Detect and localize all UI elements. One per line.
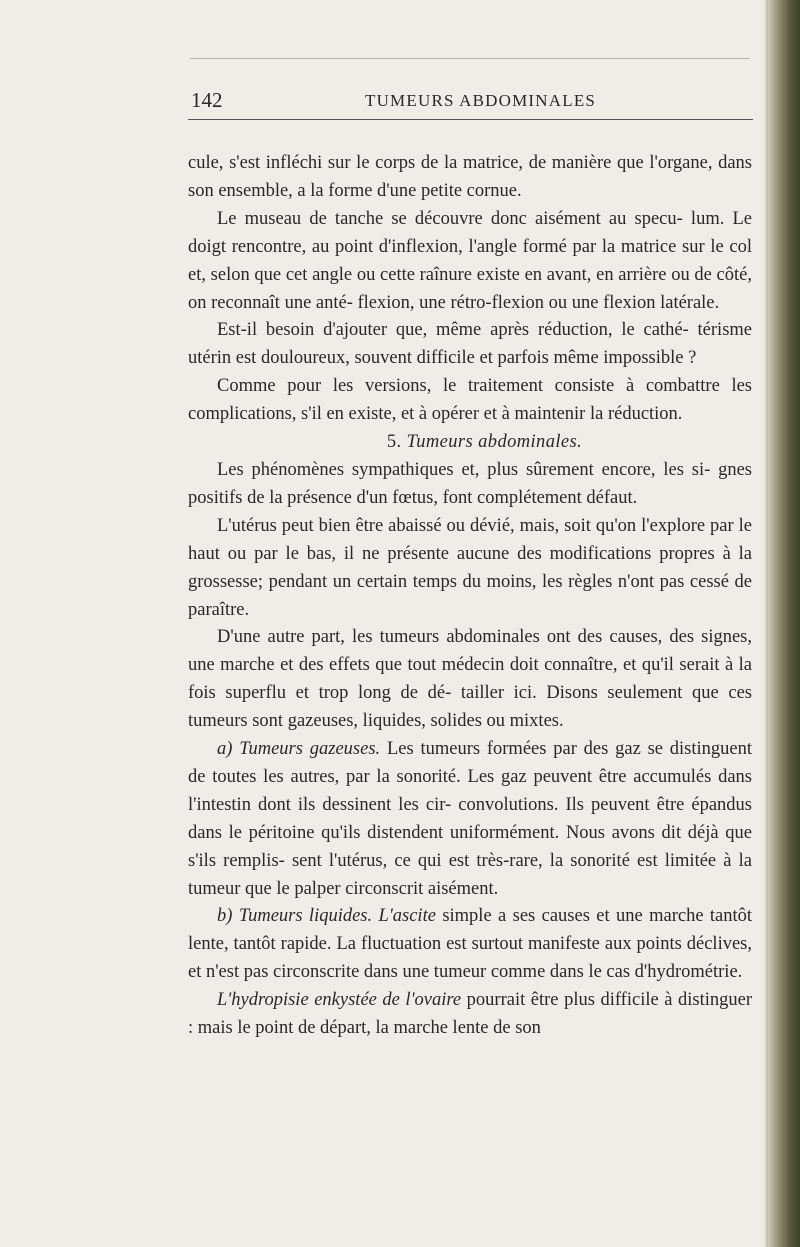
section-title: Tumeurs abdominales. [406,432,583,453]
paragraph: Les phénomènes sympathiques et, plus sûrement encore, les si- gnes positifs de la présence d'un fœtus, font complétement défaut. [188,459,752,508]
ovary-term: L'hydropisie enkystée de l'ovaire [217,990,462,1011]
item-text: simple a ses causes et une marche tantôt lente, tantôt rapide. La fluctuation est surtout manifeste aux points déclives, et n'est pas circonscrite dans une tumeur comme dans le cas d'hydrométrie. [188,906,753,983]
ascite-term: L'ascite [378,906,436,927]
paragraph: L'utérus peut bien être abaissé ou dévié, mais, soit qu'on l'explore par le haut ou par le bas, il ne présente aucune des modifications propres à la grossesse; pendant un certain temps du moins, les règles n'ont pas cessé de paraître. [188,515,752,620]
paragraph: Le museau de tanche se découvre donc aisément au specu- lum. Le doigt rencontre, au point d'inflexion, l'angle formé par la matrice sur le col et, selon que cet angle ou cette raînure existe en avant, en arrière ou de côté, on reconnaît une anté- flexion, une rétro-flexion ou une flexion latérale. [188,208,752,313]
item-title: Tumeurs liquides. [238,906,373,927]
paragraph-text: pourrait être plus difficile à distinguer : mais le point de départ, la marche lente de son [188,990,752,1039]
page-number: 142 [191,88,223,112]
item-text: Les tumeurs formées par des gaz se distinguent de toutes les autres, par la sonorité. Les gaz peuvent être accumulés dans l'intestin dont ils dessinent les cir- convolutions. Ils peuvent être épandus dans le péritoine qu'ils distendent uniformément. Nous avons dit déjà que s'ils remplis- sent l'utérus, ce qui est très-rare, la sonorité est limitée à la tumeur que le palper circonscrit aisément. [188,739,753,899]
section-heading [188,429,752,457]
item-title: Tumeurs gazeuses. [239,739,381,760]
top-rule [190,58,750,59]
section-number: 5. [386,432,402,453]
paragraph-liquid-tumours [188,903,752,987]
paragraph-gas-tumours [188,736,752,903]
header-rule [188,119,753,120]
paragraph: Comme pour les versions, le traitement consiste à combattre les complications, s'il en existe, et à opérer et à maintenir la réduction. [188,376,752,425]
body-text [188,150,752,1043]
item-label: b) [217,906,233,927]
paragraph: D'une autre part, les tumeurs abdominales ont des causes, des signes, une marche et des effets que tout médecin doit connaître, et qu'il serait à la fois superflu et trop long de dé- tailler ici. Disons seulement que ces tumeurs sont gazeuses, liquides, solides ou mixtes. [188,627,752,732]
book-spine [768,0,800,1247]
paragraph-ovary [188,987,752,1043]
running-head: TUMEURS ABDOMINALES [365,91,597,110]
paragraph: Est-il besoin d'ajouter que, même après réduction, le cathé- térisme utérin est douloureux, souvent difficile et parfois même impossible ? [188,320,752,369]
paragraph: cule, s'est infléchi sur le corps de la matrice, de manière que l'organe, dans son ensemble, a la forme d'une petite cornue. [188,153,752,201]
item-label: a) [217,739,233,760]
